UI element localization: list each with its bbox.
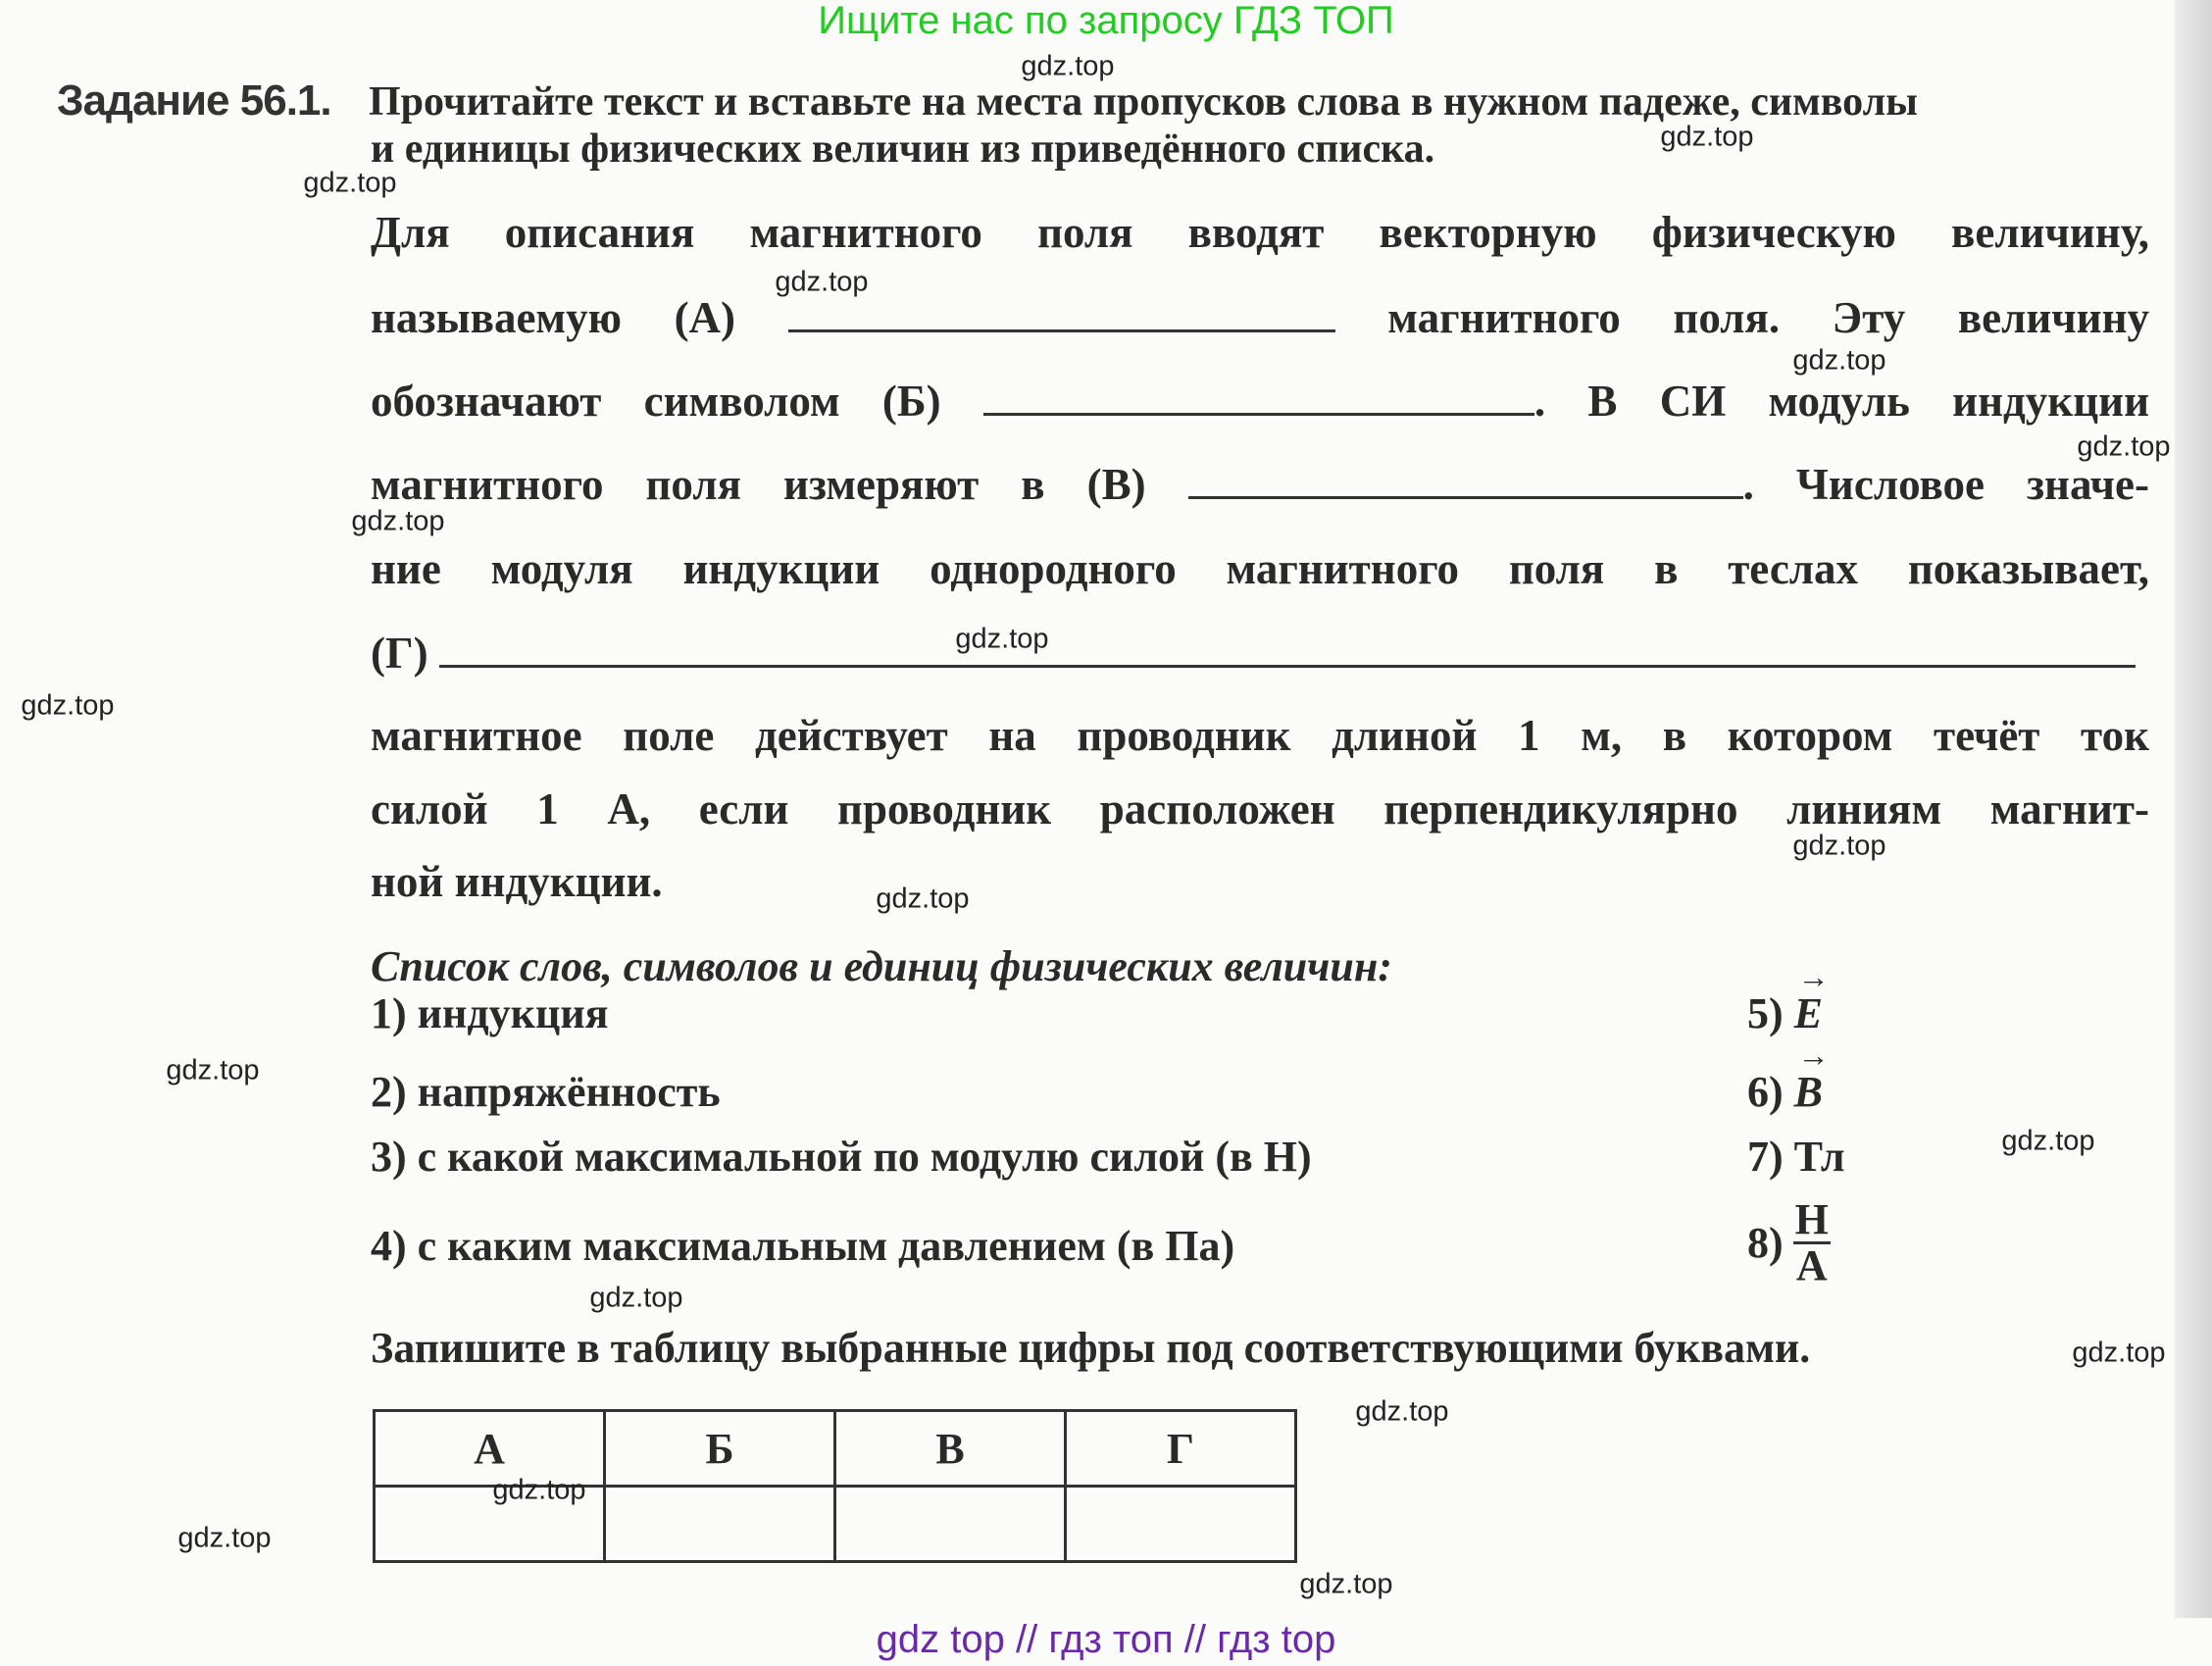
arrow-icon: → [1797,959,1830,994]
page-edge-shadow [2175,0,2212,1618]
list-item-5 [1747,959,1830,1038]
watermark: gdz.top [876,883,970,915]
list-item-7 [1747,1132,1845,1182]
watermark: gdz.top [1299,1568,1393,1600]
watermark: gdz.top [2001,1125,2095,1157]
text: . В СИ модуль индукции [1533,377,2149,426]
text-line-7: магнитное поле действует на проводник длиной 1 м, в котором течёт ток [371,711,2149,760]
text: (Г) [371,629,428,678]
vector-e [1793,959,1830,1038]
watermark: gdz.top [1021,50,1115,82]
fraction [1793,1195,1831,1289]
watermark: gdz.top [21,689,115,722]
watermark: gdz.top [2077,430,2171,463]
watermark: gdz.top [955,623,1049,655]
header-a: А [375,1411,605,1487]
item-number: 5) [1747,989,1784,1037]
list-item-8 [1747,1195,1831,1289]
watermark: gdz.top [492,1474,586,1506]
blank-g[interactable] [439,635,2136,668]
answer-cell-v[interactable] [835,1487,1066,1562]
item-number: 7) [1747,1133,1784,1181]
answer-cell-g[interactable] [1066,1487,1296,1562]
table-prompt: Запишите в таблицу выбранные цифры под соответствующими буквами. [371,1324,1811,1372]
instruction-line-1: Прочитайте текст и вставьте на места пропусков слова в нужном падеже, символы [369,79,1918,125]
list-item-3: 3) с какой максимальной по модулю силой (в Н) [371,1133,1312,1181]
watermark: gdz.top [177,1522,272,1554]
answer-cell-b[interactable] [605,1487,835,1562]
text-line-3 [371,375,2149,428]
list-item-2: 2) напряжённость [371,1068,721,1116]
header-v: В [835,1411,1066,1487]
watermark: gdz.top [1792,830,1886,862]
text-line-8: силой 1 А, если проводник расположен перпендикулярно линиям магнит- [371,784,2149,833]
watermark: gdz.top [351,505,445,537]
text: магнитного поля. Эту величину [1387,293,2150,342]
item-number: 8) [1747,1219,1784,1267]
symbol: Тл [1793,1133,1845,1181]
watermark: gdz.top [589,1282,683,1314]
text-line-4 [371,458,2149,511]
watermark: gdz.top [303,167,397,199]
watermark: gdz.top [1355,1395,1449,1428]
symbol: E [1793,989,1824,1037]
bottom-banner[interactable]: gdz top // гдз топ // гдз top [876,1618,1336,1661]
watermark: gdz.top [166,1054,260,1086]
text-line-5: ние модуля индукции однородного магнитного поля в теслах показывает, [371,544,2149,593]
text-line-6 [371,627,2149,680]
watermark: gdz.top [1792,344,1886,377]
numerator: Н [1794,1195,1829,1243]
watermark: gdz.top [775,266,869,298]
text-line-9: ной индукции. [371,857,663,906]
text-line-2 [371,291,2149,344]
top-banner[interactable]: Ищите нас по запросу ГДЗ ТОП [818,0,1394,42]
text: называемую (А) [371,293,736,342]
list-item-6 [1747,1037,1830,1117]
text-line-1: Для описания магнитного поля вводят векторную физическую величину, [371,208,2149,257]
task-number: Задание 56.1. [57,76,331,125]
blank-b[interactable] [983,383,1534,416]
watermark: gdz.top [1660,121,1754,153]
arrow-icon: → [1797,1037,1830,1073]
header-b: Б [605,1411,835,1487]
blank-a[interactable] [788,300,1335,332]
watermark: gdz.top [2072,1337,2166,1369]
list-item-4: 4) с каким максимальным давлением (в Па) [371,1222,1235,1270]
list-item-1: 1) индукция [371,989,609,1037]
text: . Числовое значе- [1742,460,2149,509]
denominator: А [1795,1241,1828,1289]
text: обозначают символом (Б) [371,377,941,426]
text: магнитного поля измеряют в (В) [371,460,1146,509]
vector-b [1793,1037,1830,1117]
header-g: Г [1066,1411,1296,1487]
instruction-line-2: и единицы физических величин из приведённого списка. [371,126,1435,172]
item-number: 6) [1747,1068,1784,1116]
symbol: B [1793,1068,1824,1116]
blank-v[interactable] [1188,467,1743,499]
list-title: Список слов, символов и единиц физических величин: [371,942,1392,990]
